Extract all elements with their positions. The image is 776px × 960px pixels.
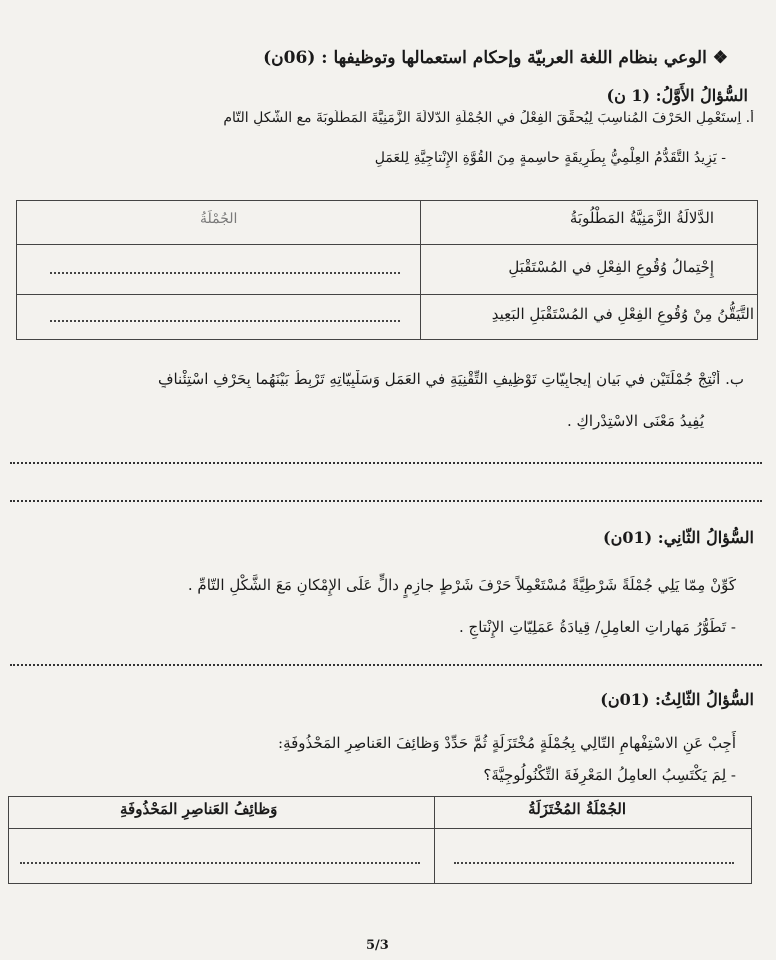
q1-table-divider-1 (16, 244, 758, 245)
q1-table-header-sentence: الجُمْلَةُ (200, 211, 238, 227)
section-title: ❖ الوعي بنظام اللغة العربيّة وإحكام استعمالها وتوظيفها : (06ن) (263, 48, 728, 68)
q1-sentence: - يَزِيدُ التَّقَدُّمُ العِلْمِيُّ بِطَرِيقَةٍ حاسِمةٍ مِنَ القُوَّةِ الإِنْتاجِيَّةِ لِلعَمَلِ (374, 150, 726, 166)
q3-table-header-right: الجُمْلَةُ المُخْتَزَلَةُ (528, 800, 626, 818)
q2-heading: السُّؤالُ الثّانِي: (01ن) (603, 528, 754, 547)
q1-answer-line-3[interactable] (10, 462, 762, 464)
page-number: 5/3 (366, 938, 389, 953)
q1-heading: السُّؤالُ الأَوَّلُ: (1 ن) (606, 86, 748, 105)
q1-answer-line-4[interactable] (10, 500, 762, 502)
q1-table-divider-2 (16, 294, 758, 295)
q3-table-column-divider (434, 796, 435, 884)
q1-part-a: أ. اِستَعْمِلِ الحَرْفَ المُناسِبَ لِيُحقِّقَ الفِعْلُ في الجُمْلَةِ الدّلالَةَ الزَّمَنِيَّةَ المَطْلُوبَةَ مع الشَّكلِ التّام (223, 110, 754, 126)
q3-table-header-left: وَظائِفُ العَناصِرِ المَحْذُوفَةِ (120, 800, 278, 818)
q2-item: - تَطَوُّرُ مَهاراتِ العامِلِ/ قِيادَةُ عَمَلِيّاتِ الإِنْتاجِ . (458, 618, 736, 636)
q1-table-row-2: التَّيَقُّنُ مِنْ وُقُوعِ الفِعْلِ في المُسْتَقْبَلِ البَعِيدِ (491, 305, 754, 323)
q2-answer-line[interactable] (10, 664, 762, 666)
q1-table-header-meaning: الدَّلالَةُ الزَّمَنِيَّةُ المَطْلُوبَةُ (569, 209, 714, 227)
q3-heading: السُّؤالُ الثّالِثُ: (01ن) (600, 690, 754, 709)
q1-table-row-1: إِحْتِمالُ وُقُوعِ الفِعْلِ في المُسْتَقْبَلِ (508, 258, 714, 276)
q1-answer-line-2[interactable] (50, 320, 400, 322)
q3-instruction: أَجِبْ عَنِ الاسْتِفْهامِ التّالِي بِجُمْلَةٍ مُخْتَزَلَةٍ ثُمَّ حَدِّدْ وَظائِفَ العَناصِرِ المَحْذُوفَةِ: (278, 734, 736, 752)
q1-part-b-line-1: ب. أَنْتِجْ جُمْلَتَيْنِ في بَيانِ إِيجابِيّاتِ تَوْظِيفِ التِّقْنِيَةِ في العَمَلِ وَسَلْبِيّاتِهِ تَرْبِطُ بَيْنَهُما بِحَرْفِ اسْتِئْنافٍ (157, 370, 744, 388)
q2-instruction: كَوِّنْ مِمّا يَلِي جُمْلَةً شَرْطِيَّةً مُسْتَعْمِلاً حَرْفَ شَرْطٍ جازِمٍ دالٍّ عَلَى الإِمْكانِ مَعَ الشَّكْلِ التّامِّ . (187, 576, 736, 594)
q1-table-column-divider (420, 200, 421, 340)
q3-answer-line-left[interactable] (20, 862, 420, 864)
q1-answer-line-1[interactable] (50, 272, 400, 274)
q3-question: - لِمَ يَكْتَسِبُ العامِلُ المَعْرِفَةَ التِّكْنُولُوجِيَّةَ؟ (483, 766, 736, 784)
q3-answer-line-right[interactable] (454, 862, 734, 864)
q3-table-divider (8, 828, 752, 829)
q1-part-b-line-2: يُفِيدُ مَعْنَى الاسْتِدْراكِ . (567, 412, 704, 430)
